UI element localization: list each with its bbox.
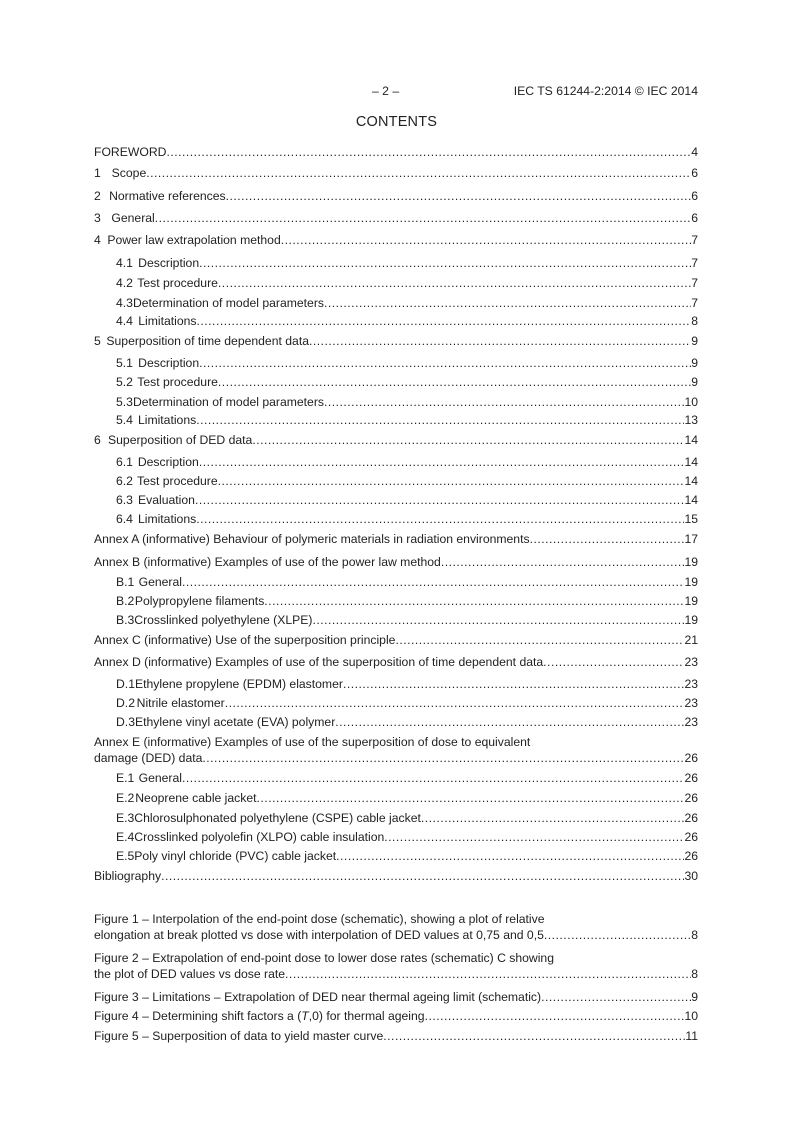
dot-leader (312, 613, 684, 628)
toc-entry-number: 4.3 (116, 296, 133, 310)
figure-list-entry[interactable] (94, 912, 698, 943)
toc-entry-number: B.3 (116, 613, 135, 627)
dot-leader (421, 811, 685, 826)
toc-entry[interactable] (94, 575, 698, 590)
toc-entry-page: 7 (691, 256, 698, 270)
toc-entry-title: Annex B (informative) Examples of use of the power law method (94, 555, 441, 569)
toc-entry-title: Annex A (informative) Behaviour of polymeric materials in radiation environments (94, 532, 530, 546)
toc-entry[interactable] (94, 455, 698, 470)
toc-entry-number: 5.4 (116, 413, 133, 427)
toc-entry-number: D.3 (116, 715, 135, 729)
toc-entry-number: E.4 (116, 830, 135, 844)
toc-entry-page: 9 (691, 356, 698, 370)
toc-entry[interactable] (94, 334, 698, 349)
dot-leader (166, 145, 691, 160)
toc-entry[interactable] (94, 512, 698, 527)
toc-entry[interactable] (94, 233, 698, 248)
toc-entry-title: Power law extrapolation method (107, 233, 281, 247)
toc-entry-number: B.2 (116, 594, 135, 608)
toc-entry[interactable] (94, 555, 698, 570)
toc-entry-number: B.1 (116, 575, 135, 589)
dot-leader (309, 334, 691, 349)
toc-entry-page: 19 (684, 594, 698, 608)
toc-entry-number: E.1 (116, 771, 135, 785)
dot-leader (343, 677, 685, 692)
toc-entry-page: 23 (684, 715, 698, 729)
toc-entry-title: Annex C (informative) Use of the superposition principle (94, 633, 396, 647)
toc-entry-title: Poly vinyl chloride (PVC) cable jacket (134, 849, 337, 863)
toc-entry-title: Nitrile elastomer (136, 696, 225, 710)
dot-leader (541, 990, 691, 1006)
figure-list-entry[interactable] (94, 951, 698, 982)
toc-entry-page: 7 (691, 296, 698, 310)
toc-entry-page: 30 (684, 869, 698, 883)
toc-entry-title: Limitations (137, 512, 197, 526)
dot-leader (155, 211, 691, 226)
toc-entry-page: 9 (691, 334, 698, 348)
toc-entry[interactable] (94, 276, 698, 291)
toc-entry-page: 26 (684, 791, 698, 805)
toc-entry-page: 6 (691, 166, 698, 180)
toc-entry-title: Crosslinked polyolefin (XLPO) cable insulation (134, 830, 385, 844)
toc-entry-title: General (138, 575, 182, 589)
figure-list-entry[interactable] (94, 990, 698, 1006)
dot-leader (252, 433, 684, 448)
toc-entry-title: Determination of model parameters (132, 395, 324, 409)
toc-entry[interactable] (94, 296, 698, 311)
toc-entry-title: Neoprene cable jacket (135, 791, 257, 805)
toc-entry-number: E.2 (116, 791, 135, 805)
dot-leader (146, 166, 691, 181)
toc-entry-page: 19 (684, 555, 698, 569)
dot-leader (196, 512, 684, 527)
toc-entry-title: Ethylene vinyl acetate (EVA) polymer (134, 715, 336, 729)
toc-entry[interactable] (94, 395, 698, 410)
toc-entry-page: 26 (684, 811, 698, 825)
document-id: IEC TS 61244-2:2014 © IEC 2014 (513, 84, 698, 98)
toc-entry-annex-e[interactable] (94, 735, 698, 766)
dot-leader (202, 751, 684, 767)
toc-entry-page: 4 (691, 145, 698, 159)
toc-entry-number: 4 (94, 233, 101, 247)
toc-entry[interactable] (94, 166, 698, 181)
dot-leader (196, 413, 684, 428)
toc-entry-page: 21 (684, 633, 698, 647)
toc-entry-title: Annex E (informative) Examples of use of the superposition of dose to equivalent (94, 735, 531, 749)
toc-entry-page: 9 (691, 375, 698, 389)
toc-entry[interactable] (94, 830, 698, 845)
dot-leader (225, 696, 685, 711)
dot-leader (324, 296, 691, 311)
dot-leader (544, 928, 691, 944)
figure-page: 8 (691, 927, 698, 942)
toc-entry-number: 4.2 (116, 276, 133, 290)
dot-leader (324, 395, 684, 410)
toc-entry-title: Annex D (informative) Examples of use of the superposition of time dependent data (94, 655, 544, 669)
toc-entry-number: 1 (94, 166, 101, 180)
figure-page: 8 (691, 966, 698, 981)
dot-leader (199, 356, 691, 371)
dot-leader (335, 715, 684, 730)
figure-list-entry[interactable] (94, 1009, 698, 1025)
toc-entry-page: 14 (684, 493, 698, 507)
toc-entry-number: 6.1 (116, 455, 133, 469)
toc-entry[interactable] (94, 715, 698, 730)
toc-entry-page: 8 (691, 314, 698, 328)
figure-title: Figure 3 – Limitations – Extrapolation of DED near thermal ageing limit (schematic) (94, 990, 542, 1004)
toc-entry-page: 7 (691, 233, 698, 247)
toc-entry-number: 4.1 (116, 256, 133, 270)
toc-entry-title: Determination of model parameters (132, 296, 324, 310)
toc-entry-title: General (111, 211, 155, 225)
dot-leader (226, 189, 692, 204)
toc-entry[interactable] (94, 256, 698, 271)
toc-entry-page: 14 (684, 474, 698, 488)
toc-entry[interactable] (94, 811, 698, 826)
dot-leader (543, 655, 684, 670)
toc-entry-title: Test procedure (137, 474, 218, 488)
toc-entry-number: E.5 (116, 849, 135, 863)
toc-entry-number: D.1 (116, 677, 135, 691)
toc-entry[interactable] (94, 633, 698, 648)
figure-page: 10 (684, 1009, 698, 1023)
toc-entry[interactable] (94, 145, 698, 160)
figure-page: 11 (685, 1029, 698, 1043)
toc-entry-number: 5 (94, 334, 101, 348)
toc-entry[interactable] (94, 413, 698, 428)
toc-entry-title: Ethylene propylene (EPDM) elastomer (134, 677, 343, 691)
toc-entry-number: 4.4 (116, 314, 133, 328)
toc-entry-page: 26 (684, 849, 698, 863)
toc-entry-page: 6 (691, 189, 698, 203)
toc-entry-title: Limitations (137, 413, 197, 427)
toc-entry-title: Bibliography (94, 869, 162, 883)
toc-entry[interactable] (94, 356, 698, 371)
toc-entry-number: 3 (94, 211, 101, 225)
toc-entry-page: 23 (684, 655, 698, 669)
dot-leader (257, 791, 685, 806)
toc-entry[interactable] (94, 493, 698, 508)
toc-entry-title: Test procedure (137, 276, 218, 290)
toc-entry-title: Normative references (109, 189, 226, 203)
toc-entry-number: 6.2 (116, 474, 133, 488)
toc-entry-number: D.2 (116, 696, 135, 710)
toc-entry-title: Limitations (138, 314, 197, 328)
page-number: – 2 – (372, 84, 400, 98)
figure-list-entry[interactable] (94, 1029, 698, 1045)
toc-entry-number: 2 (94, 189, 101, 203)
dot-leader (383, 1029, 685, 1045)
toc-entry[interactable] (94, 532, 698, 547)
figure-page: 9 (691, 990, 698, 1004)
dot-leader (197, 314, 692, 329)
toc-entry[interactable] (94, 771, 698, 786)
dot-leader (425, 1009, 685, 1025)
toc-entry-title: Scope (111, 166, 147, 180)
dot-leader (264, 594, 684, 609)
toc-entry-page: 23 (684, 677, 698, 691)
toc-entry-number: 5.1 (116, 356, 133, 370)
dot-leader (218, 474, 685, 489)
toc-entry-page: 7 (691, 276, 698, 290)
toc-entry-page: 19 (684, 575, 698, 589)
figure-title: Figure 2 – Extrapolation of end-point dose to lower dose rates (schematic) C showing (94, 951, 554, 965)
toc-entry-title: Superposition of DED data (108, 433, 253, 447)
dot-leader (161, 869, 684, 884)
toc-entry[interactable] (94, 314, 698, 329)
toc-entry[interactable] (94, 791, 698, 806)
toc-entry[interactable] (94, 613, 698, 628)
toc-entry[interactable] (94, 375, 698, 390)
toc-entry[interactable] (94, 189, 698, 204)
toc-entry-page: 15 (684, 512, 698, 526)
toc-entry-page: 19 (684, 613, 698, 627)
dot-leader (395, 633, 684, 648)
toc-entry[interactable] (94, 849, 698, 864)
toc-entry-page: 26 (684, 771, 698, 785)
dot-leader (195, 493, 685, 508)
toc-entry-title: Superposition of time dependent data (106, 334, 309, 348)
toc-entry-page: 14 (684, 455, 698, 469)
toc-entry-page: 26 (684, 830, 698, 844)
dot-leader (281, 233, 691, 248)
dot-leader (336, 849, 684, 864)
toc-entry-title: Description (137, 455, 199, 469)
figure-title: Figure 5 – Superposition of data to yield master curve (94, 1029, 384, 1043)
toc-entry[interactable] (94, 474, 698, 489)
toc-entry-title: Polypropylene filaments (134, 594, 265, 608)
dot-leader (384, 830, 684, 845)
toc-entry-title: FOREWORD (94, 145, 167, 159)
dot-leader (218, 276, 691, 291)
toc-entry-title: Description (138, 256, 200, 270)
toc-entry-number: 5.3 (116, 395, 133, 409)
dot-leader (199, 455, 685, 470)
toc-entry[interactable] (94, 594, 698, 609)
toc-entry[interactable] (94, 211, 698, 226)
figure-title: elongation at break plotted vs dose with interpolation of DED values at 0,75 and 0,5 (94, 927, 544, 942)
toc-entry-title: Description (138, 356, 200, 370)
toc-entry-number: 6 (94, 433, 101, 447)
dot-leader (530, 532, 685, 547)
toc-entry-page: 6 (691, 211, 698, 225)
dot-leader (218, 375, 691, 390)
toc-entry[interactable] (94, 677, 698, 692)
dot-leader (285, 967, 691, 983)
page-header (0, 84, 793, 100)
toc-entry-page: 26 (684, 750, 698, 765)
toc-entry-title: Crosslinked polyethylene (XLPE) (134, 613, 313, 627)
toc-entry[interactable] (94, 869, 698, 884)
figure-title: Figure 1 – Interpolation of the end-point dose (schematic), showing a plot of relative (94, 912, 545, 926)
toc-entry-title: Evaluation (138, 493, 195, 507)
toc-entry-number: 6.4 (116, 512, 133, 526)
toc-entry[interactable] (94, 696, 698, 711)
figure-title: Figure 4 – Determining shift factors a (T,0) for thermal ageing (94, 1009, 425, 1023)
toc-entry-title: Test procedure (137, 375, 218, 389)
toc-entry-title: General (138, 771, 182, 785)
toc-entry-page: 10 (684, 395, 698, 409)
toc-entry-number: E.3 (116, 811, 135, 825)
toc-entry-title-cont: damage (DED) data (94, 750, 203, 765)
toc-entry[interactable] (94, 655, 698, 670)
toc-entry-number: 6.3 (116, 493, 133, 507)
page-title: CONTENTS (355, 114, 438, 130)
toc-entry[interactable] (94, 433, 698, 448)
dot-leader (182, 575, 684, 590)
dot-leader (199, 256, 691, 271)
dot-leader (182, 771, 684, 786)
toc-entry-page: 17 (684, 532, 698, 546)
toc-entry-title: Chlorosulphonated polyethylene (CSPE) cable jacket (134, 811, 421, 825)
toc-entry-page: 13 (684, 413, 698, 427)
toc-entry-page: 14 (684, 433, 698, 447)
dot-leader (441, 555, 685, 570)
figure-title: the plot of DED values vs dose rate (94, 966, 286, 981)
toc-entry-page: 23 (684, 696, 698, 710)
toc-entry-number: 5.2 (116, 375, 133, 389)
